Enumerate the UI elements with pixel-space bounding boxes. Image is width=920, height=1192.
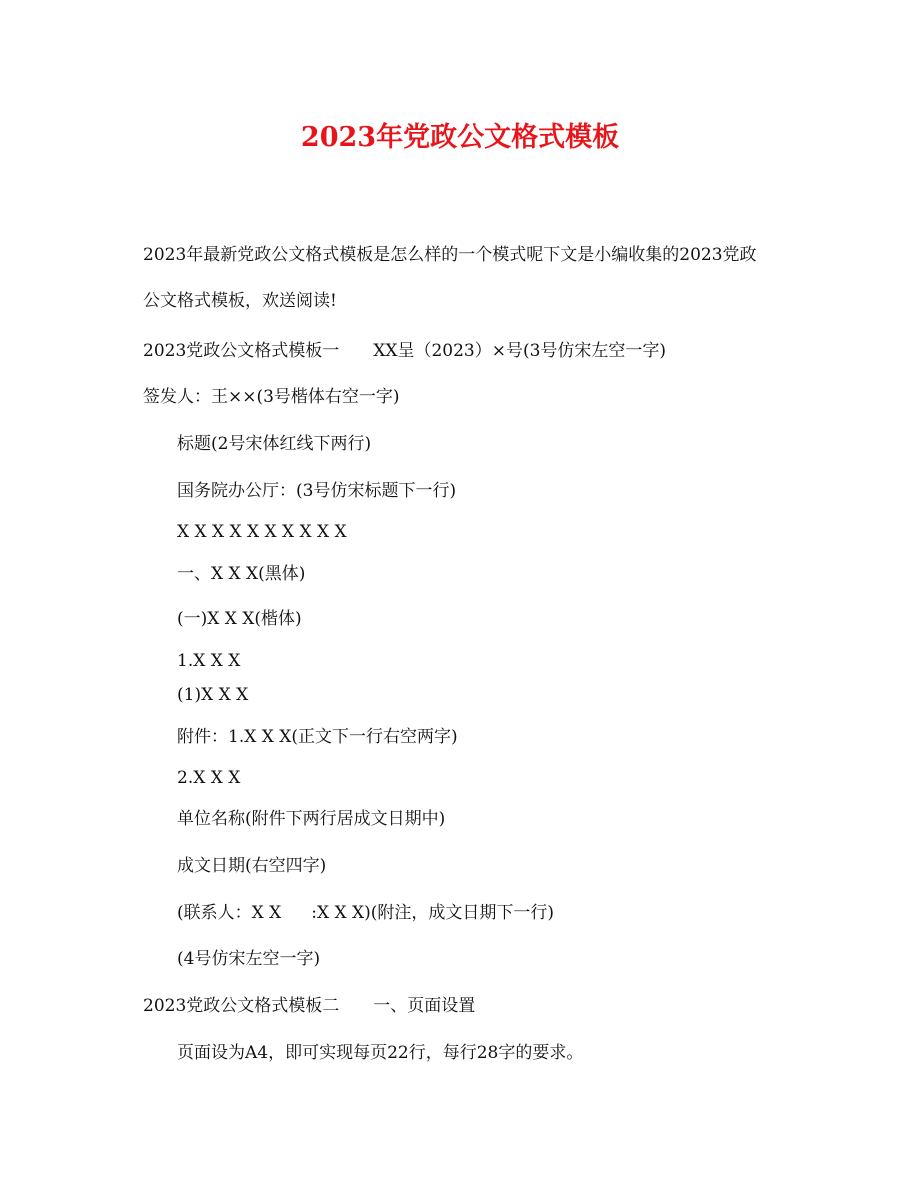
template-two-heading-row	[143, 994, 475, 1018]
date-line: 成文日期(右空四字)	[177, 856, 327, 876]
signer-line: 签发人：王××(3号楷体右空一字)	[143, 387, 400, 407]
attachment-line-1: 附件：1.X X X(正文下一行右空两字)	[177, 727, 458, 747]
intro-line-2: 公文格式模板，欢送阅读!	[143, 291, 337, 311]
template-one-heading: 2023党政公文格式模板一	[143, 341, 340, 361]
page-setup-heading: 一、页面设置	[373, 996, 476, 1016]
recipient-line: 国务院办公厅：(3号仿宋标题下一行)	[177, 481, 457, 501]
intro-line-1: 2023年最新党政公文格式模板是怎么样的一个模式呢下文是小编收集的2023党政	[143, 245, 757, 265]
document-title: 2023年党政公文格式模板	[300, 122, 620, 153]
template-two-heading: 2023党政公文格式模板二	[143, 996, 340, 1016]
unit-name-line: 单位名称(附件下两行居成文日期中)	[177, 809, 446, 829]
attachment-line-2: 2.X X X	[177, 768, 241, 788]
template-one-heading-row	[143, 339, 666, 363]
document-number-line: XX呈（2023）×号(3号仿宋左空一字)	[373, 341, 667, 361]
level-four-line: (1)X X X	[177, 685, 249, 705]
contact-line	[177, 901, 554, 925]
contact-part-2: :X X X)(附注，成文日期下一行)	[311, 903, 554, 923]
level-one-heading-line: 一、X X X(黑体)	[177, 564, 306, 584]
page-setup-line: 页面设为A4，即可实现每页22行，每行28字的要求。	[177, 1043, 584, 1063]
body-placeholder-line: X X X X X X X X X X	[177, 522, 347, 542]
level-three-line: 1.X X X	[177, 651, 241, 671]
note-font-line: (4号仿宋左空一字)	[177, 949, 321, 969]
title-spec-line: 标题(2号宋体红线下两行)	[177, 434, 372, 454]
level-two-heading-line: (一)X X X(楷体)	[177, 609, 302, 629]
contact-part-1: (联系人：X X	[177, 903, 282, 923]
